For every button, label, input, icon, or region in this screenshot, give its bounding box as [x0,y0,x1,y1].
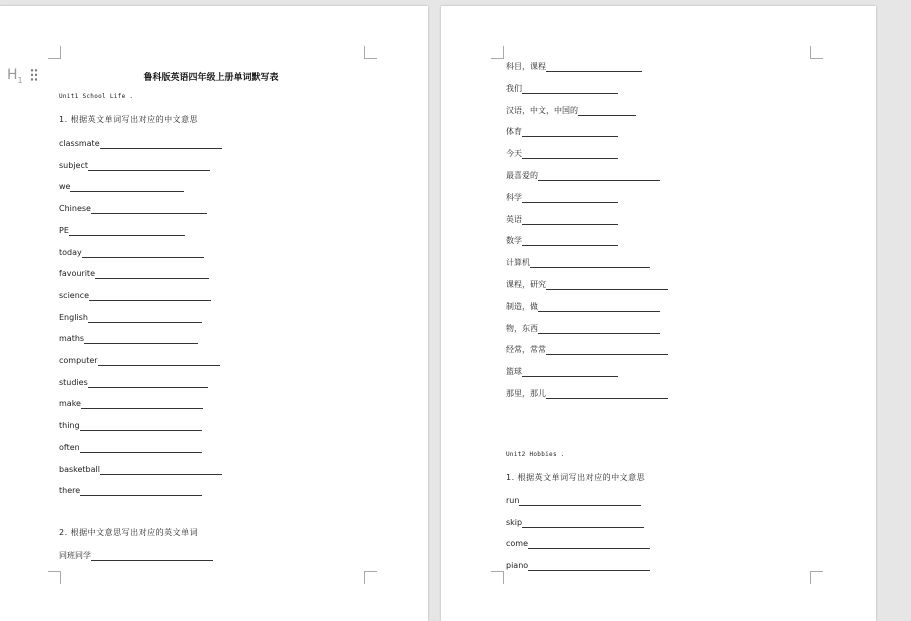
answer-blank[interactable] [69,226,185,236]
word-row [506,516,644,528]
word-label: English [59,312,88,322]
answer-blank[interactable] [546,389,668,399]
crop-mark-bottom-left [491,571,504,584]
word-label: 物，东西 [506,323,538,333]
answer-blank[interactable] [80,421,202,431]
unit2-section1-instruction: 1. 根据英文单词写出对应的中文意思 [506,473,646,482]
crop-mark-top-left [491,46,504,59]
word-label: 今天 [506,149,522,159]
word-label: skip [506,517,523,527]
answer-blank[interactable] [522,127,618,137]
answer-blank[interactable] [88,161,210,171]
word-row [59,267,209,279]
word-row [59,354,220,366]
answer-blank[interactable] [519,496,641,506]
answer-blank[interactable] [89,291,211,301]
word-row [506,559,650,571]
answer-blank[interactable] [546,345,668,355]
word-label: 英语 [506,214,522,224]
answer-blank[interactable] [522,84,618,94]
word-row [59,441,202,453]
word-row [506,343,668,355]
word-label: we [59,182,71,192]
answer-blank[interactable] [80,443,202,453]
word-row [59,332,198,344]
answer-blank[interactable] [522,149,618,159]
word-label: 经常，常常 [506,345,546,355]
word-label: maths [59,334,85,344]
word-label: make [59,399,81,409]
answer-blank[interactable] [522,193,618,203]
answer-blank[interactable] [538,302,660,312]
crop-mark-bottom-right [364,571,377,584]
answer-blank[interactable] [95,269,209,279]
word-label: 数学 [506,236,522,246]
word-row [506,191,618,203]
word-label: classmate [59,139,100,148]
word-row [59,224,185,236]
word-row [59,397,203,409]
word-row [59,463,222,475]
word-row [506,365,618,377]
word-row [506,494,641,506]
answer-blank[interactable] [528,561,650,571]
heading-style-icon[interactable]: $H_1$ [7,67,23,85]
word-row [506,213,618,225]
word-label: 那里，那儿 [506,389,546,398]
crop-mark-top-right [364,46,377,59]
word-row [506,60,642,72]
answer-blank[interactable] [538,171,660,181]
word-row [506,537,650,549]
word-label: there [59,486,81,496]
word-label: computer [59,356,98,365]
word-row [59,484,202,496]
unit1-section1-instruction: 1. 根据英文单词写出对应的中文意思 [59,115,199,124]
word-row [506,234,618,246]
word-row [506,169,660,181]
document-page-1 [0,6,428,621]
answer-blank[interactable] [546,62,642,72]
word-row [59,137,222,149]
word-row [59,202,207,214]
word-row [506,147,618,159]
word-label: science [59,290,90,300]
word-label: subject [59,160,88,170]
word-row [506,387,668,399]
word-row [59,376,208,388]
crop-mark-bottom-left [48,571,61,584]
word-label: 我们 [506,83,522,93]
word-label: favourite [59,269,95,279]
word-label: piano [506,561,529,571]
unit1-section2-instruction: 2. 根据中文意思写出对应的英文单词 [59,528,199,537]
word-row [59,159,210,171]
document-page-2 [441,6,876,621]
document-title: 鲁科版英语四年级上册单词默写表 [143,73,279,83]
word-row [59,289,211,301]
word-label: 科学 [506,192,522,202]
word-label: studies [59,377,88,387]
answer-blank[interactable] [88,378,208,388]
word-row [506,300,660,312]
unit1-heading: Unit1 School Life . [59,93,134,100]
word-label: basketball [59,464,100,474]
word-label: 篮球 [506,367,522,377]
word-label: run [506,496,520,505]
answer-blank[interactable] [522,518,644,528]
word-label: Chinese [59,204,91,214]
word-label: 计算机 [506,258,530,268]
word-row [506,256,650,268]
crop-mark-bottom-right [810,571,823,584]
word-label: come [506,539,529,549]
word-row [506,322,660,334]
word-label: today [59,247,82,257]
word-label: 汉语，中文，中国的 [506,105,578,115]
answer-blank[interactable] [530,258,650,268]
word-row [506,82,618,94]
word-label: 最喜爱的 [506,171,538,180]
answer-blank[interactable] [538,324,660,334]
word-row [59,549,213,561]
answer-blank[interactable] [578,106,636,116]
word-row [59,311,202,323]
answer-blank[interactable] [100,465,222,475]
answer-blank[interactable] [522,215,618,225]
answer-blank[interactable] [546,280,668,290]
answer-blank[interactable] [82,248,204,258]
answer-blank[interactable] [80,486,202,496]
unit2-heading: Unit2 Hobbies . [506,451,565,458]
word-row [506,278,668,290]
word-row [59,180,184,192]
word-row [506,125,618,137]
word-label: thing [59,421,80,431]
crop-mark-top-left [48,46,61,59]
answer-blank[interactable] [522,367,618,377]
answer-blank[interactable] [100,139,222,149]
word-row [59,419,202,431]
answer-blank[interactable] [522,236,618,246]
answer-blank[interactable] [70,182,184,192]
answer-blank[interactable] [91,551,213,561]
word-label: 科目，课程 [506,62,546,71]
answer-blank[interactable] [84,334,198,344]
answer-blank[interactable] [81,399,203,409]
answer-blank[interactable] [98,356,220,366]
word-label: 制造，做 [506,301,538,311]
crop-mark-top-right [810,46,823,59]
word-label: 同班同学 [59,551,91,560]
drag-handle-icon[interactable] [30,68,38,82]
word-label: 体育 [506,127,522,137]
answer-blank[interactable] [91,204,207,214]
word-row [59,246,204,258]
word-label: PE [59,225,69,235]
word-row [506,104,636,116]
word-label: often [59,442,80,452]
answer-blank[interactable] [88,313,202,323]
answer-blank[interactable] [528,539,650,549]
word-label: 课程，研究 [506,280,546,289]
